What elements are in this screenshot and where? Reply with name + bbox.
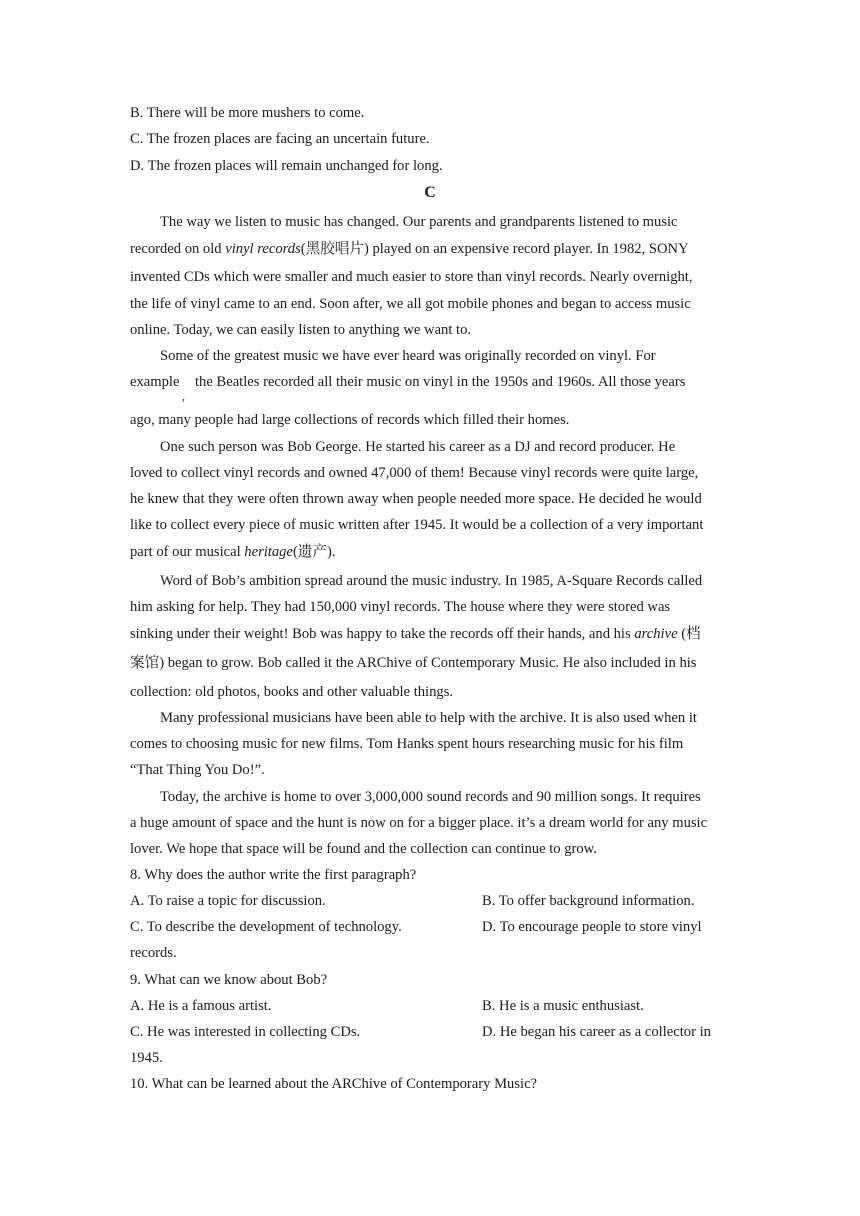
passage-line: the Beatles recorded all their music on vinyl in the 1950s and 1960s. All those years	[195, 374, 686, 390]
glossed-term: archive	[634, 626, 678, 642]
glossed-term: vinyl records	[225, 241, 301, 257]
text-segment: sinking under their weight! Bob was happy to take the records off their hands, and his	[130, 626, 635, 642]
passage-line: comes to choosing music for new films. Tom Hanks spent hours researching music for his film	[130, 736, 684, 752]
question-stem: 8. Why does the author write the first paragraph?	[130, 867, 417, 883]
passage-line: Today, the archive is home to over 3,000,000 sound records and 90 million songs. It requires	[160, 789, 701, 805]
section-heading: C	[424, 184, 436, 201]
prev-option-c: C. The frozen places are facing an uncertain future.	[130, 131, 430, 147]
passage-line: a huge amount of space and the hunt is now on for a bigger place. it’s a dream world for any music	[130, 815, 708, 831]
passage-line: online. Today, we can easily listen to anything we want to.	[130, 322, 472, 338]
passage-line: Word of Bob’s ambition spread around the music industry. In 1985, A-Square Records called	[160, 573, 703, 589]
option-d: D. To encourage people to store vinyl	[482, 919, 702, 935]
text-segment: part of our musical	[130, 544, 245, 560]
passage-line: loved to collect vinyl records and owned 47,000 of them! Because vinyl records were quite large,	[130, 465, 699, 481]
passage-line: invented CDs which were smaller and much easier to store than vinyl records. Nearly overnight,	[130, 269, 693, 285]
question-stem: 9. What can we know about Bob?	[130, 972, 328, 988]
option-d: D. He began his career as a collector in	[482, 1024, 711, 1040]
passage-line: collection: old photos, books and other valuable things.	[130, 684, 454, 700]
passage-line: Some of the greatest music we have ever heard was originally recorded on vinyl. For	[160, 348, 656, 364]
passage-line: he knew that they were often thrown away when people needed more space. He decided he would	[130, 491, 702, 507]
text-segment: (档	[677, 626, 701, 642]
passage-line: lover. We hope that space will be found and the collection can continue to grow.	[130, 841, 597, 857]
passage-line: ago, many people had large collections of records which filled their homes.	[130, 412, 570, 428]
passage-line: One such person was Bob George. He started his career as a DJ and record producer. He	[160, 439, 676, 455]
option-d-continued: 1945.	[130, 1050, 163, 1066]
option-a: A. To raise a topic for discussion.	[130, 893, 326, 909]
question-stem: 10. What can be learned about the ARChive of Contemporary Music?	[130, 1076, 538, 1092]
passage-line: the life of vinyl came to an end. Soon after, we all got mobile phones and began to access music	[130, 296, 691, 312]
passage-line: Many professional musicians have been able to help with the archive. It is also used when it	[160, 710, 697, 726]
option-d-continued: records.	[130, 945, 177, 961]
passage-line: like to collect every piece of music written after 1945. It would be a collection of a very important	[130, 517, 704, 533]
glossed-term: heritage	[244, 544, 293, 560]
passage-line-example: example	[130, 374, 180, 390]
option-b: B. To offer background information.	[482, 893, 695, 909]
passage-line	[130, 625, 701, 643]
option-a: A. He is a famous artist.	[130, 998, 272, 1014]
passage-line: “That Thing You Do!”.	[130, 762, 265, 778]
passage-line	[130, 543, 336, 561]
option-c: C. He was interested in collecting CDs.	[130, 1024, 361, 1040]
text-segment: recorded on old	[130, 241, 226, 257]
text-segment: (遗产).	[292, 544, 336, 560]
passage-line	[130, 240, 689, 258]
displaced-comma: ,	[182, 389, 185, 403]
text-segment: (黑胶唱片) played on an expensive record player. In 1982, SONY	[300, 241, 689, 257]
option-b: B. He is a music enthusiast.	[482, 998, 644, 1014]
passage-line: him asking for help. They had 150,000 vinyl records. The house where they were stored was	[130, 599, 671, 615]
passage-line: The way we listen to music has changed. Our parents and grandparents listened to music	[160, 214, 678, 230]
prev-option-d: D. The frozen places will remain unchanged for long.	[130, 158, 443, 174]
option-c: C. To describe the development of technology.	[130, 919, 402, 935]
prev-option-b: B. There will be more mushers to come.	[130, 105, 365, 121]
passage-line: 案馆) began to grow. Bob called it the ARChive of Contemporary Music. He also included in his	[130, 655, 697, 671]
